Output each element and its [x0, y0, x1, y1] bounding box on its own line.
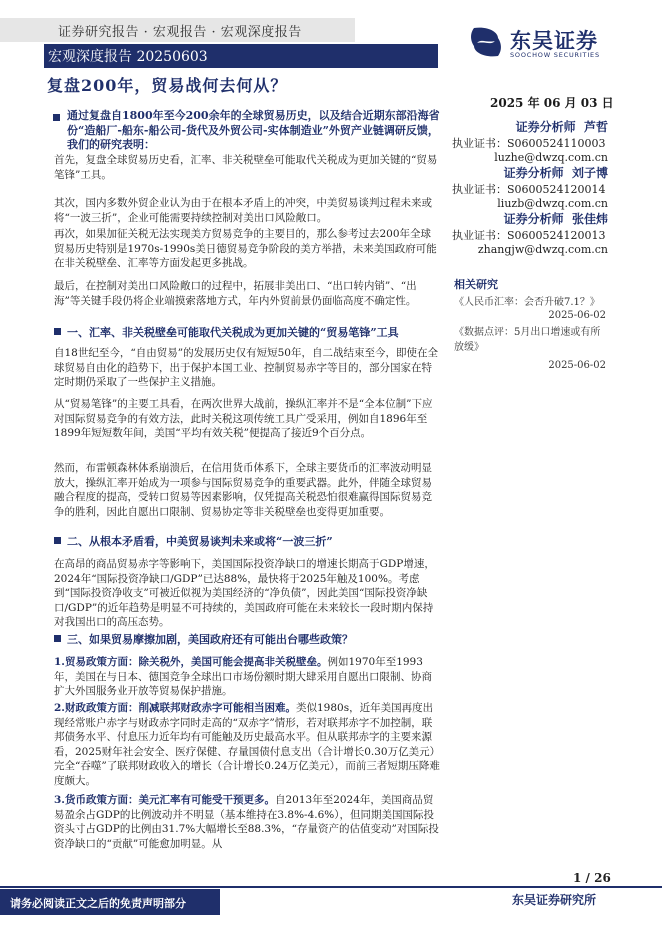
- summary-lead: 通过复盘自1800年至今200余年的全球贸易历史，以及结合近期东部沿海省份“造船厂-船东-船公司-货代及外贸公司-实体制造业”外贸产业链调研反馈，我们的研究表明：: [67, 109, 440, 151]
- report-type-label: 宏观深度报告 20250603: [48, 49, 208, 65]
- bullet-square-icon: [54, 635, 61, 642]
- analyst-3-title: 证券分析师 张佳炜: [503, 212, 608, 226]
- section-3-item-3: 3.货币政策方面：美元汇率有可能受干预更多。自2013年至2024年，美国商品贸易盈余占GDP的比例波动并不明显（基本维持在3.8%-4.6%），但同期美国国际投资头寸占GDP的比例由31.7%大幅增长至88.3%，“存量资产的估值变动”对国际投资净缺口的“贡献”可能愈加明显。从: [54, 794, 439, 850]
- bullet-square-icon: [53, 114, 60, 121]
- section-1-paragraph-1: 自18世纪至今，“自由贸易”的发展历史仅有短短50年，自二战结束至今，即使在全球贸易自由化的趋势下，出于保护本国工业、控制贸易赤字等目的，部分国家在特定时期仍采取了一些保护主义措施。: [54, 347, 438, 388]
- related-item-2-date: 2025-06-02: [548, 360, 606, 371]
- disclaimer-text: 请务必阅读正文之后的免责声明部分: [10, 897, 186, 910]
- analyst-2-title: 证券分析师 刘子博: [503, 166, 608, 180]
- related-item-1-date: 2025-06-02: [548, 310, 606, 321]
- body-paragraph-1: 首先，复盘全球贸易历史看，汇率、非关税壁垒可能取代关税成为更加关键的“贸易笔锋”工具。: [54, 154, 438, 181]
- analyst-block-3: [452, 210, 608, 256]
- related-research-heading: 相关研究: [454, 278, 498, 291]
- bullet-square-icon: [54, 328, 61, 335]
- section-heading-2: 二、从根本矛盾看，中美贸易谈判未来或将“一波三折”: [54, 534, 441, 550]
- analyst-3-cert: 执业证书：S0600524120013: [452, 229, 606, 242]
- report-type-bar: [44, 44, 438, 66]
- analyst-1-email[interactable]: luzhe@dwzq.com.cn: [494, 151, 608, 164]
- body-paragraph-4: 最后，在控制对美出口风险敞口的过程中，拓展非美出口、“出口转内销”、“出海”等关键手段仍将企业端摸索落地方式，年内外贸前景仍面临高度不确定性。: [54, 280, 417, 307]
- body-paragraph-3: 再次，如果加征关税无法实现美方贸易竞争的主要目的，那么参考过去200年全球贸易历史特别是1970s-1990s美日德贸易竞争阶段的美方举措，未来美国政府可能在非关税壁垒、汇率等方面发起更多挑战。: [54, 228, 437, 269]
- section-1-paragraph-3: 然而，布雷顿森林体系崩溃后，在信用货币体系下，全球主要货币的汇率波动明显放大，操纵汇率开始成为一项参与国际贸易竞争的重要武器。此外，伴随全球贸易融合程度的提高，受转口贸易等因素影响，仅凭提高关税恐怕很难赢得国际贸易竞争的胜利，因此自愿出口限制、贸易协定等非关税壁垒也变得更加重要。: [54, 462, 432, 518]
- related-item-2-title[interactable]: 《数据点评：5月出口增速或有所放缓》: [454, 327, 601, 353]
- section-2-paragraph-1: 在高昂的商品贸易赤字等影响下，美国国际投资净缺口的增速长期高于GDP增速，2024年“国际投资净缺口/GDP”已达88%，最快将于2025年触及100%。考虑到“国际投资净收支”可被近似视为美国经济的“净负债”，因此美国“国际投资净缺口/GDP”的近年趋势是明显不可持续的，美国政府可能在未来较长一段时期内保持对我国出口的高压态势。: [54, 558, 435, 628]
- section-3-item-1: 1.贸易政策方面：除关税外，美国可能会提高非关税壁垒。例如1970年至1993年，美国在与日本、德国竞争全球出口市场份额时期大肆采用自愿出口限制、协商扩大外国服务业开放等贸易保护措施。: [54, 656, 432, 697]
- page-number: 1 / 26: [573, 871, 611, 885]
- section-heading-3: 三、如果贸易摩擦加剧，美国政府还有可能出台哪些政策？: [54, 632, 441, 648]
- header-tagline-bar: [0, 18, 355, 42]
- footer-divider: [0, 886, 662, 888]
- report-date: 2025 年 06 月 03 日: [490, 96, 614, 110]
- bullet-square-icon: [54, 537, 61, 544]
- company-logo: [468, 24, 628, 64]
- institute-name: 东吴证券研究所: [512, 893, 597, 907]
- page-title: 复盘200年，贸易战何去何从？: [47, 76, 288, 95]
- section-heading-1: 一、汇率、非关税壁垒可能取代关税成为更加关键的“贸易笔锋”工具: [54, 325, 441, 341]
- analyst-block-1: [452, 118, 608, 164]
- analyst-2-email[interactable]: liuzb@dwzq.com.cn: [497, 197, 608, 210]
- section-3-item-2: 2.财政政策方面：削减联邦财政赤字可能相当困难。类似1980s，近年美国再度出现经常账户赤字与财政赤字同时走高的“双赤字”情形，若对联邦赤字不加控制，联邦债务水平、付息压力近年均有可能触及历史最高水平。但从联邦赤字的主要来源看，2025财年社会安全、医疗保健、存量国债付息支出（合计增长0.30万亿美元）完全“吞噬”了联邦财政收入的增长（合计增长0.24万亿美元），而前三者短期压降难度颇大。: [54, 702, 441, 787]
- section-1-paragraph-2: 从“贸易笔锋”的主要工具看，在两次世界大战前，操纵汇率并不是“全本位制”下应对国际贸易竞争的有效方法，此时关税这项传统工具广受采用，例如自1896年至1899年短短数年间，美国“平均有效关税”便提高了接近9个百分点。: [54, 398, 433, 439]
- logo-mark-icon: [468, 24, 504, 60]
- analyst-1-title: 证券分析师 芦哲: [515, 120, 608, 134]
- header-tagline: 证券研究报告 · 宏观报告 · 宏观深度报告: [58, 25, 302, 40]
- body-paragraph-2: 其次，国内多数外贸企业认为由于在根本矛盾上的冲突，中美贸易谈判过程未来或将“一波三折”，企业可能需要持续控制对美出口风险敞口。: [54, 197, 432, 224]
- analyst-block-2: [452, 164, 608, 210]
- analyst-1-cert: 执业证书：S0600524110003: [452, 137, 606, 150]
- disclaimer-bar: [0, 889, 220, 915]
- logo-text-en: SOOCHOW SECURITIES: [510, 51, 600, 59]
- analyst-2-cert: 执业证书：S0600524120014: [452, 183, 606, 196]
- analyst-3-email[interactable]: zhangjw@dwzq.com.cn: [477, 243, 608, 256]
- header-divider: [44, 66, 438, 68]
- logo-text-cn: 东吴证券: [510, 29, 598, 53]
- related-item-1-title[interactable]: 《人民币汇率：会否升破7.1？》: [454, 297, 600, 308]
